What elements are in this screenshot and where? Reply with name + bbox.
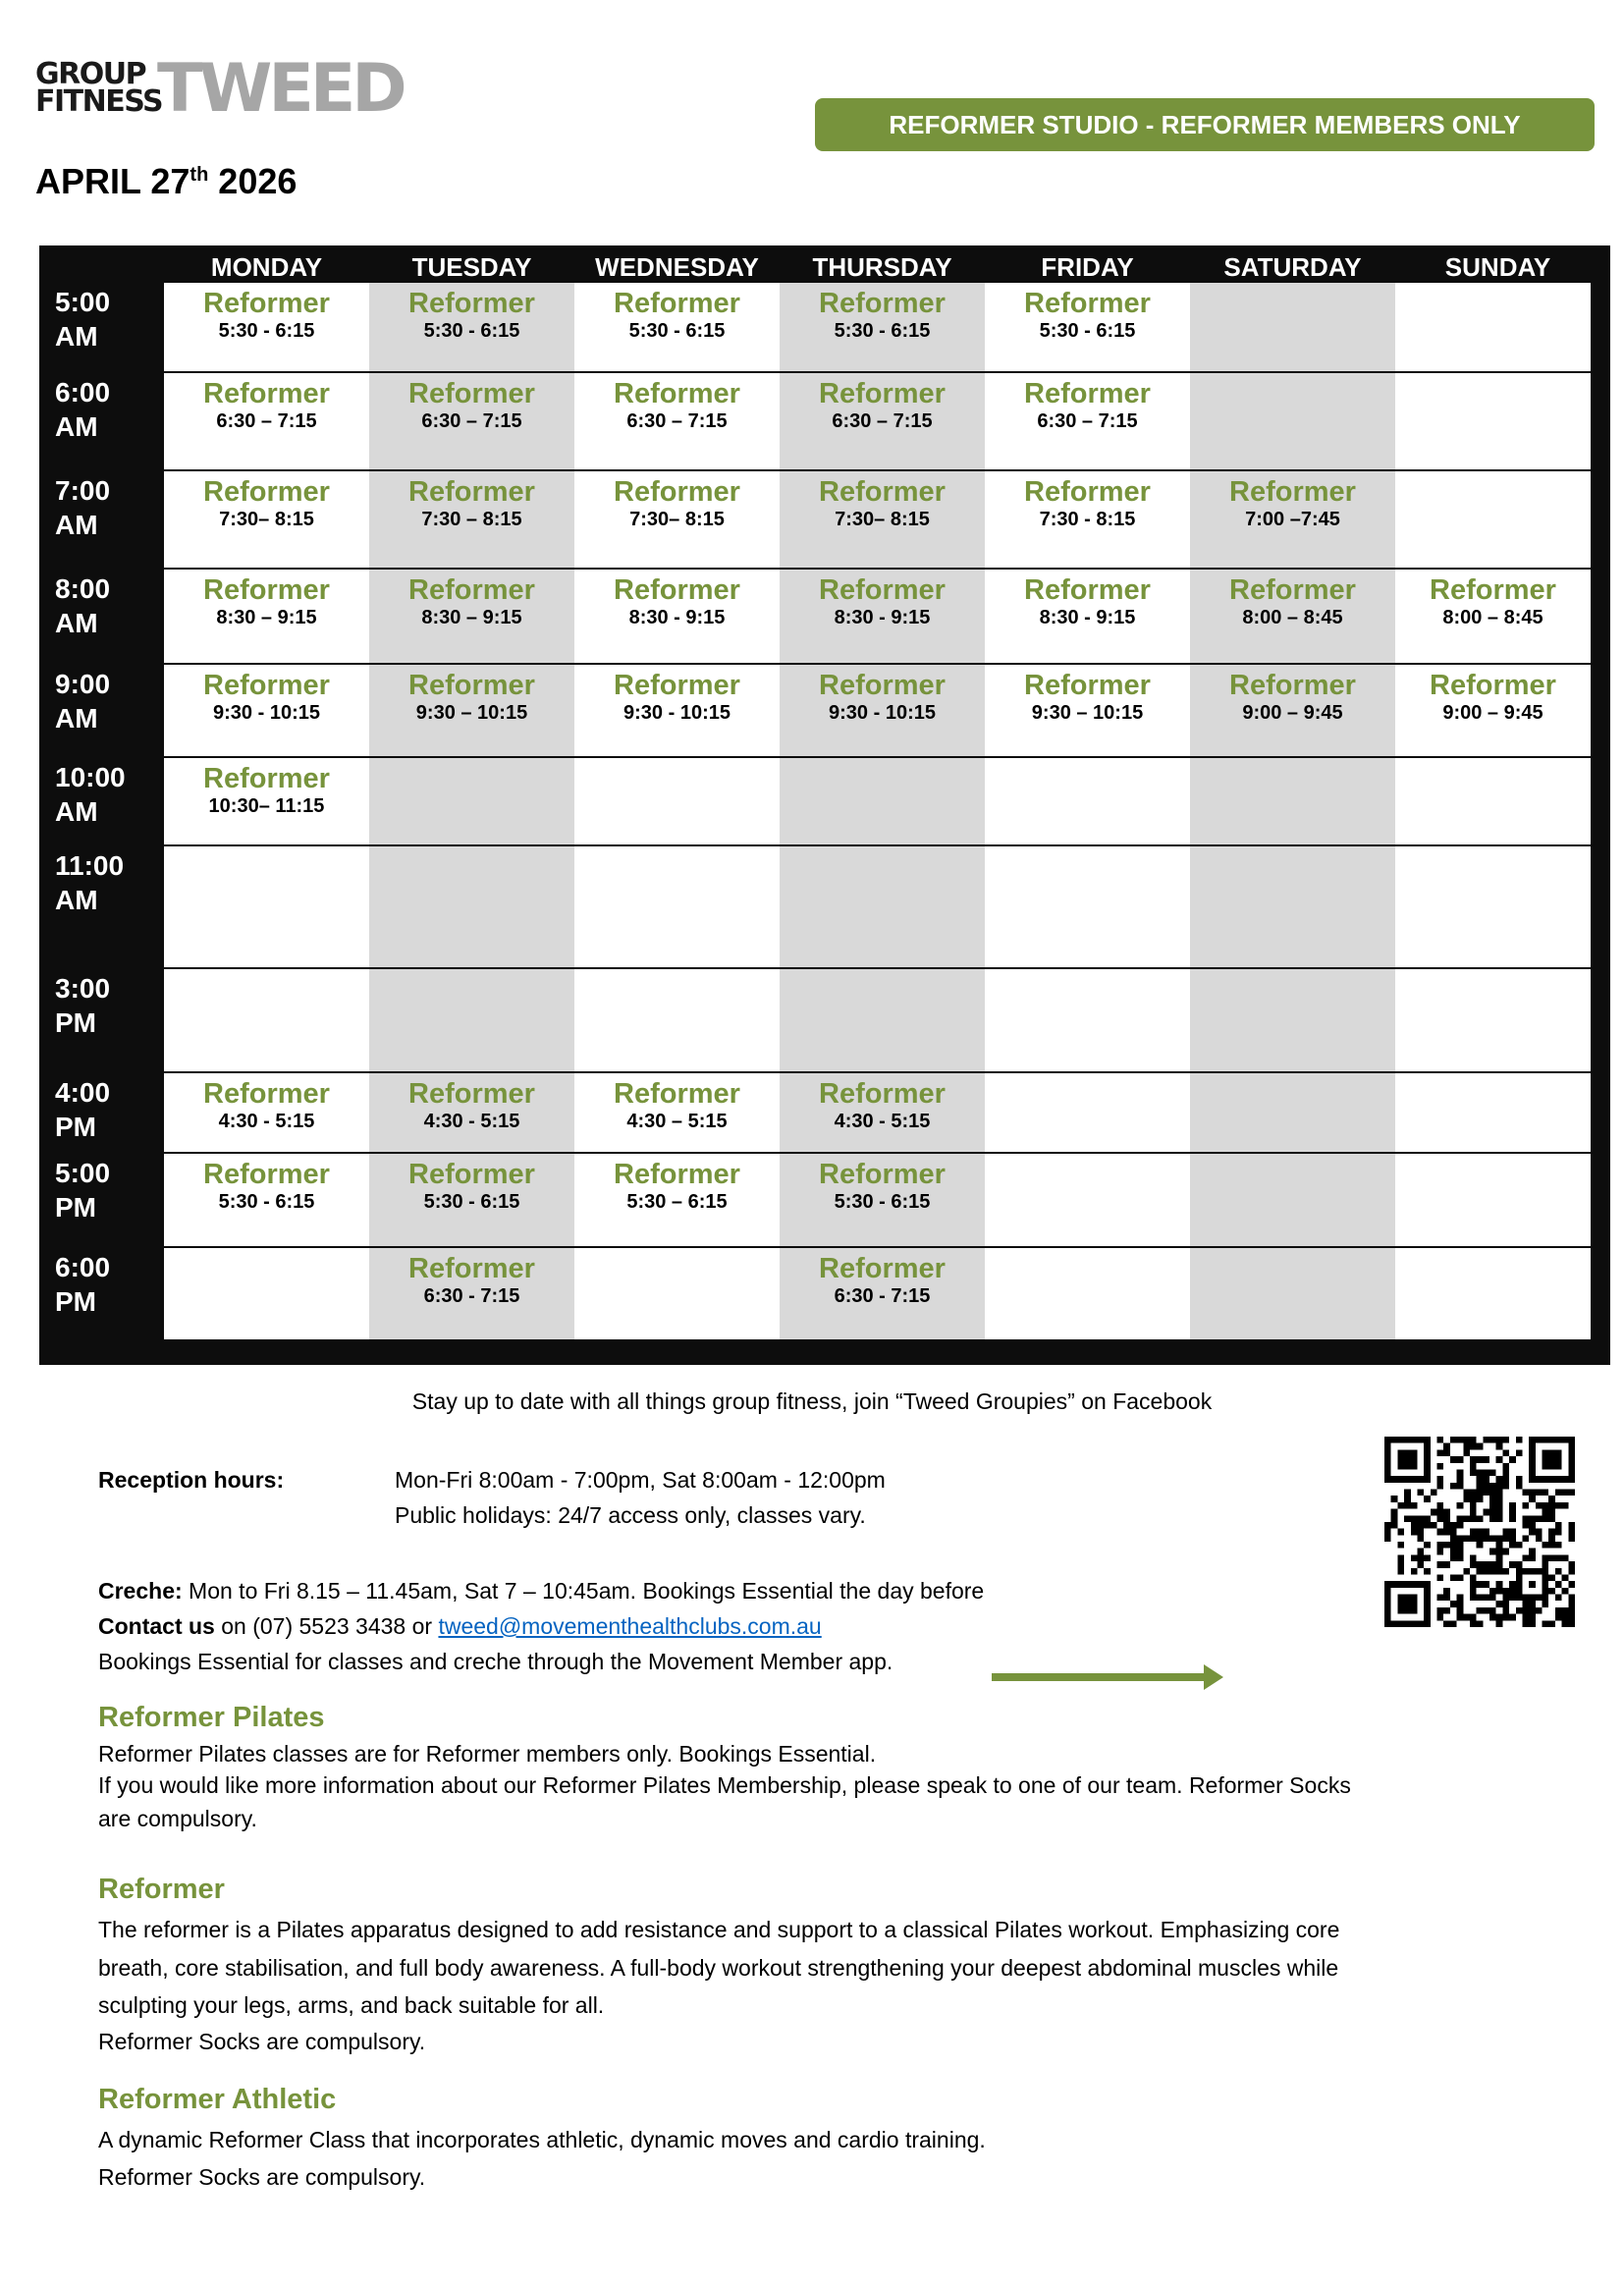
section-text: Reformer Pilates classes are for Reformer members only. Bookings Essential. xyxy=(98,1741,877,1767)
date-suffix: th xyxy=(189,164,209,186)
logo-line2: FITNESS xyxy=(35,84,163,119)
class-time: 9:30 - 10:15 xyxy=(213,702,320,724)
class-time: 5:30 - 6:15 xyxy=(218,320,315,342)
class-slot[interactable] xyxy=(369,471,574,568)
section-text: sculpting your legs, arms, and back suitable for all. xyxy=(98,1992,605,2018)
class-slot[interactable] xyxy=(780,1248,985,1339)
class-slot[interactable] xyxy=(1395,665,1591,756)
day-header: TUESDAY xyxy=(411,252,532,282)
class-time: 5:30 - 6:15 xyxy=(423,1191,520,1213)
schedule-cell xyxy=(1395,373,1591,469)
time-label-period: PM xyxy=(55,1112,96,1142)
class-name: Reformer xyxy=(203,763,330,794)
section-text: breath, core stabilisation, and full body awareness. A full-body workout strengthening your deepest abdominal muscles while xyxy=(98,1955,1339,1981)
studio-banner: REFORMER STUDIO - REFORMER MEMBERS ONLY xyxy=(815,98,1595,151)
time-label-period: AM xyxy=(55,608,98,638)
class-time: 8:00 – 8:45 xyxy=(1242,607,1343,628)
class-name: Reformer xyxy=(1229,670,1356,701)
class-slot[interactable] xyxy=(780,1073,985,1152)
creche-line xyxy=(98,1574,984,1607)
facebook-line: Stay up to date with all things group fitness, join “Tweed Groupies” on Facebook xyxy=(411,1388,1213,1414)
class-time: 9:30 – 10:15 xyxy=(415,702,528,724)
class-name: Reformer xyxy=(819,1078,946,1110)
reception-hours: Mon-Fri 8:00am - 7:00pm, Sat 8:00am - 12:00pm xyxy=(395,1467,886,1493)
class-name: Reformer xyxy=(614,378,740,409)
time-label xyxy=(55,1250,110,1319)
bookings-line: Bookings Essential for classes and creche through the Movement Member app. xyxy=(98,1649,893,1674)
class-time: 4:30 – 5:15 xyxy=(626,1111,728,1132)
class-name: Reformer xyxy=(614,670,740,701)
time-label xyxy=(55,375,110,444)
schedule-cell xyxy=(1190,283,1395,371)
class-time: 7:30 - 8:15 xyxy=(1039,509,1136,530)
schedule-cell xyxy=(574,846,780,967)
schedule-cell xyxy=(164,846,369,967)
class-slot[interactable] xyxy=(369,283,574,371)
schedule-cell xyxy=(164,1248,369,1339)
class-time: 8:30 - 9:15 xyxy=(834,607,931,628)
class-time: 5:30 - 6:15 xyxy=(1039,320,1136,342)
time-label xyxy=(55,1156,110,1224)
logo-line1: GROUP xyxy=(35,57,146,91)
time-label xyxy=(55,760,126,829)
section-title: Reformer xyxy=(98,1874,225,1905)
class-name: Reformer xyxy=(1430,670,1556,701)
class-name: Reformer xyxy=(408,378,535,409)
time-label-period: PM xyxy=(55,1007,96,1038)
schedule-cell xyxy=(1190,373,1395,469)
timetable xyxy=(39,245,1610,1365)
class-time: 8:30 – 9:15 xyxy=(421,607,522,628)
schedule-cell xyxy=(780,969,985,1071)
schedule-cell xyxy=(1190,1248,1395,1339)
class-slot[interactable] xyxy=(985,283,1190,371)
class-slot[interactable] xyxy=(780,283,985,371)
day-header: FRIDAY xyxy=(1041,252,1134,282)
class-slot[interactable] xyxy=(369,1073,574,1152)
contact-line xyxy=(98,1609,822,1643)
class-name: Reformer xyxy=(819,1159,946,1190)
class-time: 8:30 - 9:15 xyxy=(1039,607,1136,628)
schedule-cell xyxy=(985,1154,1190,1246)
class-name: Reformer xyxy=(1024,476,1151,508)
class-name: Reformer xyxy=(819,476,946,508)
class-time: 6:30 – 7:15 xyxy=(421,410,522,432)
class-slot[interactable] xyxy=(369,665,574,756)
section-text: A dynamic Reformer Class that incorporates athletic, dynamic moves and cardio training. xyxy=(98,2127,986,2152)
contact-label: Contact us xyxy=(98,1613,215,1639)
logo-brand: TWEED xyxy=(157,50,404,128)
class-time: 7:30 – 8:15 xyxy=(421,509,522,530)
time-label-period: AM xyxy=(55,411,98,442)
class-name: Reformer xyxy=(203,476,330,508)
schedule-cell xyxy=(574,758,780,844)
class-time: 5:30 - 6:15 xyxy=(423,320,520,342)
class-name: Reformer xyxy=(819,574,946,606)
class-slot[interactable] xyxy=(574,1073,780,1152)
class-name: Reformer xyxy=(614,1078,740,1110)
creche-text: Mon to Fri 8.15 – 11.45am, Sat 7 – 10:45am. Bookings Essential the day before xyxy=(182,1578,985,1604)
schedule-cell xyxy=(1190,969,1395,1071)
time-label-period: AM xyxy=(55,321,98,352)
class-name: Reformer xyxy=(408,1159,535,1190)
class-time: 9:30 – 10:15 xyxy=(1031,702,1144,724)
class-time: 9:30 - 10:15 xyxy=(623,702,731,724)
time-label-hour: 6:00 xyxy=(55,1252,111,1282)
class-time: 9:00 – 9:45 xyxy=(1442,702,1543,724)
class-name: Reformer xyxy=(203,670,330,701)
class-name: Reformer xyxy=(408,476,535,508)
class-time: 7:30– 8:15 xyxy=(629,509,725,530)
class-name: Reformer xyxy=(203,1159,330,1190)
class-name: Reformer xyxy=(408,1253,535,1284)
qr-code-icon[interactable] xyxy=(1384,1437,1575,1627)
class-name: Reformer xyxy=(1024,574,1151,606)
class-name: Reformer xyxy=(1430,574,1556,606)
class-name: Reformer xyxy=(614,574,740,606)
class-slot[interactable] xyxy=(574,283,780,371)
section-title: Reformer Pilates xyxy=(98,1702,325,1733)
schedule-cell xyxy=(1395,471,1591,568)
time-label-hour: 4:00 xyxy=(55,1077,111,1108)
time-label-hour: 6:00 xyxy=(55,377,111,408)
class-slot[interactable] xyxy=(780,570,985,663)
day-header: WEDNESDAY xyxy=(595,252,759,282)
schedule-cell xyxy=(1190,758,1395,844)
class-slot[interactable] xyxy=(985,570,1190,663)
class-time: 6:30 - 7:15 xyxy=(423,1285,520,1307)
date-main: APRIL 27 xyxy=(35,161,190,201)
section-text: Reformer Socks are compulsory. xyxy=(98,2029,426,2054)
day-header: SUNDAY xyxy=(1444,252,1551,282)
class-name: Reformer xyxy=(1229,476,1356,508)
class-time: 6:30 – 7:15 xyxy=(626,410,728,432)
class-slot[interactable] xyxy=(574,471,780,568)
class-name: Reformer xyxy=(614,1159,740,1190)
class-slot[interactable] xyxy=(780,665,985,756)
time-label-period: PM xyxy=(55,1286,96,1317)
time-label-hour: 3:00 xyxy=(55,973,111,1004)
class-time: 5:30 - 6:15 xyxy=(628,320,726,342)
class-slot[interactable] xyxy=(369,1248,574,1339)
section-text: Reformer Socks are compulsory. xyxy=(98,2164,426,2190)
schedule-cell xyxy=(1395,969,1591,1071)
class-name: Reformer xyxy=(408,574,535,606)
class-name: Reformer xyxy=(1024,378,1151,409)
time-label xyxy=(55,1075,110,1144)
class-time: 6:30 – 7:15 xyxy=(832,410,933,432)
section-text: are compulsory. xyxy=(98,1806,257,1831)
time-label xyxy=(55,971,110,1040)
class-name: Reformer xyxy=(819,288,946,319)
time-label-hour: 11:00 xyxy=(55,850,125,881)
class-time: 6:30 – 7:15 xyxy=(1037,410,1138,432)
schedule-cell xyxy=(1395,846,1591,967)
class-slot[interactable] xyxy=(369,373,574,469)
schedule-cell xyxy=(780,758,985,844)
time-label-period: AM xyxy=(55,510,98,540)
class-name: Reformer xyxy=(408,670,535,701)
time-label-period: AM xyxy=(55,796,98,827)
schedule-cell xyxy=(1190,1073,1395,1152)
class-name: Reformer xyxy=(1229,574,1356,606)
schedule-cell xyxy=(369,969,574,1071)
class-name: Reformer xyxy=(1024,288,1151,319)
class-slot[interactable] xyxy=(164,1154,369,1246)
class-time: 7:30– 8:15 xyxy=(835,509,930,530)
time-label-hour: 8:00 xyxy=(55,573,111,604)
schedule-cell xyxy=(574,1248,780,1339)
section-text: If you would like more information about our Reformer Pilates Membership, please speak to one of our team. Reformer Socks xyxy=(98,1772,1351,1798)
schedule-cell xyxy=(574,969,780,1071)
class-time: 6:30 - 7:15 xyxy=(834,1285,931,1307)
schedule-cell xyxy=(985,758,1190,844)
time-label-period: AM xyxy=(55,885,98,915)
schedule-cell xyxy=(985,969,1190,1071)
time-label xyxy=(55,667,110,735)
schedule-cell xyxy=(1395,1073,1591,1152)
time-label-hour: 5:00 xyxy=(55,1158,111,1188)
day-header: SATURDAY xyxy=(1223,252,1362,282)
schedule-cell xyxy=(1395,758,1591,844)
class-name: Reformer xyxy=(614,288,740,319)
class-slot[interactable] xyxy=(1190,665,1395,756)
class-slot[interactable] xyxy=(985,665,1190,756)
logo-group-fitness xyxy=(35,57,163,119)
reception-label: Reception hours: xyxy=(98,1467,285,1493)
class-slot[interactable] xyxy=(164,665,369,756)
class-slot[interactable] xyxy=(1395,570,1591,663)
class-slot[interactable] xyxy=(164,471,369,568)
right-arrow-icon xyxy=(992,1662,1227,1692)
class-slot[interactable] xyxy=(780,471,985,568)
time-label-period: AM xyxy=(55,703,98,734)
class-name: Reformer xyxy=(1024,670,1151,701)
class-time: 4:30 - 5:15 xyxy=(423,1111,520,1132)
class-name: Reformer xyxy=(203,1078,330,1110)
class-slot[interactable] xyxy=(574,373,780,469)
schedule-cell xyxy=(1395,283,1591,371)
day-header: MONDAY xyxy=(210,252,323,282)
schedule-cell xyxy=(1395,1154,1591,1246)
schedule-cell xyxy=(780,846,985,967)
time-label-hour: 9:00 xyxy=(55,669,111,699)
class-slot[interactable] xyxy=(369,1154,574,1246)
class-slot[interactable] xyxy=(780,1154,985,1246)
time-label-period: PM xyxy=(55,1192,96,1223)
section-text: The reformer is a Pilates apparatus designed to add resistance and support to a classical Pilates workout. Emphasizing core xyxy=(98,1917,1340,1942)
schedule-cell xyxy=(985,1248,1190,1339)
class-slot[interactable] xyxy=(985,471,1190,568)
class-time: 5:30 - 6:15 xyxy=(834,1191,931,1213)
class-name: Reformer xyxy=(408,288,535,319)
class-time: 4:30 - 5:15 xyxy=(218,1111,315,1132)
class-time: 10:30– 11:15 xyxy=(208,795,325,817)
creche-label: Creche: xyxy=(98,1578,183,1604)
class-name: Reformer xyxy=(819,378,946,409)
date-year: 2026 xyxy=(208,161,298,201)
day-header: THURSDAY xyxy=(812,252,952,282)
time-label-hour: 7:00 xyxy=(55,475,111,506)
section-title: Reformer Athletic xyxy=(98,2084,337,2115)
schedule-cell xyxy=(985,1073,1190,1152)
schedule-cell xyxy=(369,758,574,844)
class-slot[interactable] xyxy=(574,1154,780,1246)
time-label-hour: 10:00 xyxy=(55,762,126,792)
class-slot[interactable] xyxy=(574,570,780,663)
time-label xyxy=(55,571,110,640)
class-name: Reformer xyxy=(819,1253,946,1284)
reception-holidays: Public holidays: 24/7 access only, classes vary. xyxy=(395,1502,866,1528)
class-slot[interactable] xyxy=(985,373,1190,469)
class-time: 9:30 - 10:15 xyxy=(829,702,936,724)
time-label-hour: 5:00 xyxy=(55,287,111,317)
class-name: Reformer xyxy=(203,378,330,409)
class-slot[interactable] xyxy=(164,758,369,844)
class-time: 6:30 – 7:15 xyxy=(216,410,317,432)
class-slot[interactable] xyxy=(1190,471,1395,568)
class-name: Reformer xyxy=(614,476,740,508)
class-slot[interactable] xyxy=(369,570,574,663)
class-slot[interactable] xyxy=(164,570,369,663)
class-slot[interactable] xyxy=(164,1073,369,1152)
class-time: 5:30 – 6:15 xyxy=(626,1191,728,1213)
class-time: 5:30 - 6:15 xyxy=(834,320,931,342)
schedule-cell xyxy=(1190,1154,1395,1246)
time-label xyxy=(55,285,110,354)
class-slot[interactable] xyxy=(164,373,369,469)
class-name: Reformer xyxy=(203,288,330,319)
class-slot[interactable] xyxy=(1190,570,1395,663)
class-time: 9:00 – 9:45 xyxy=(1242,702,1343,724)
time-label xyxy=(55,848,124,917)
class-name: Reformer xyxy=(819,670,946,701)
class-time: 7:30– 8:15 xyxy=(219,509,314,530)
class-slot[interactable] xyxy=(780,373,985,469)
class-slot[interactable] xyxy=(574,665,780,756)
class-time: 8:30 – 9:15 xyxy=(216,607,317,628)
schedule-cell xyxy=(1190,846,1395,967)
schedule-cell xyxy=(1395,1248,1591,1339)
class-time: 4:30 - 5:15 xyxy=(834,1111,931,1132)
class-time: 5:30 - 6:15 xyxy=(218,1191,315,1213)
class-name: Reformer xyxy=(203,574,330,606)
class-time: 8:30 - 9:15 xyxy=(628,607,726,628)
class-time: 8:00 – 8:45 xyxy=(1442,607,1543,628)
class-slot[interactable] xyxy=(164,283,369,371)
schedule-cell xyxy=(164,969,369,1071)
schedule-cell xyxy=(985,846,1190,967)
contact-email-link[interactable]: tweed@movementhealthclubs.com.au xyxy=(438,1613,822,1639)
schedule-cell xyxy=(369,846,574,967)
page-title xyxy=(35,161,297,202)
class-time: 7:00 –7:45 xyxy=(1245,509,1340,530)
class-name: Reformer xyxy=(408,1078,535,1110)
time-label xyxy=(55,473,110,542)
contact-text: on (07) 5523 3438 or xyxy=(214,1613,439,1639)
